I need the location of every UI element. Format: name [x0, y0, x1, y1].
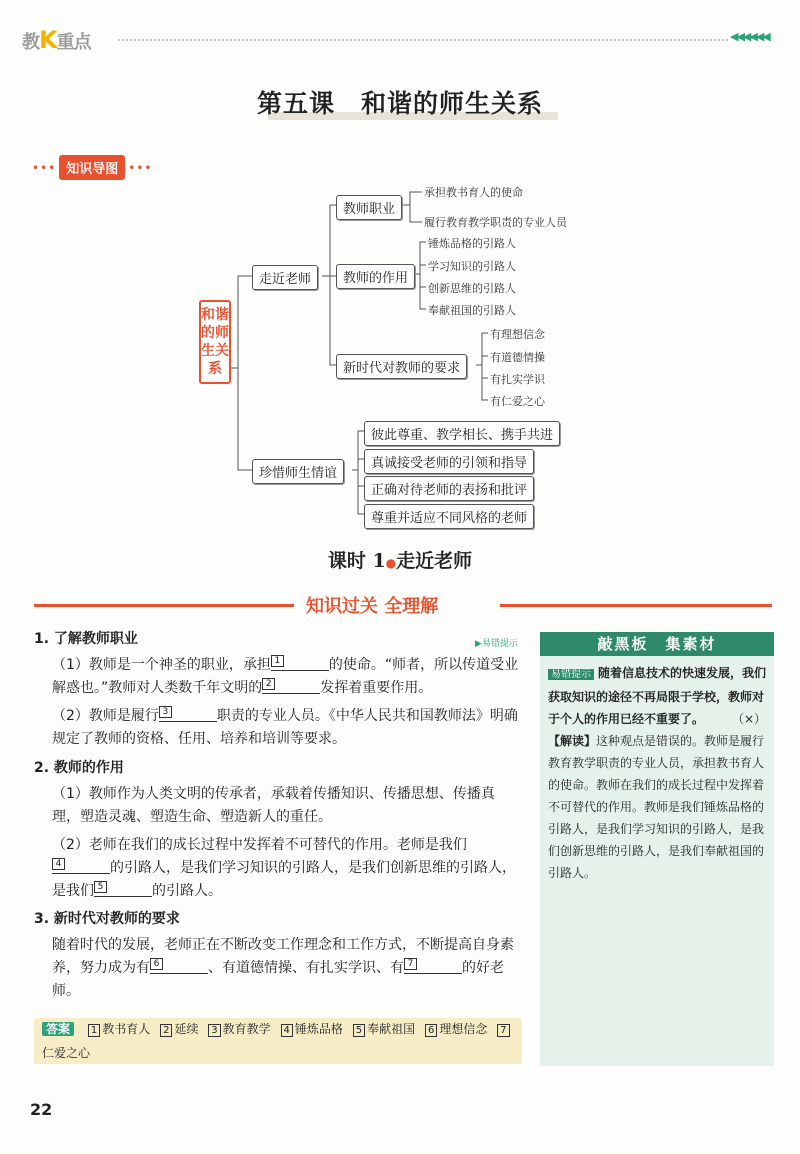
hint-link[interactable]: ▶易错提示	[475, 639, 518, 649]
blank-7[interactable]: 7	[404, 959, 462, 974]
mindmap-leaf: 有道德情操	[490, 351, 545, 364]
blank-4[interactable]: 4	[52, 859, 110, 874]
mindmap-node-teacher-role: 教师的作用	[336, 264, 415, 289]
banner-title: 知识过关 全理解	[300, 592, 444, 618]
section-2-para-2: （2）老师在我们的成长过程中发挥着不可替代的作用。老师是我们 4 的引路人，是我们学习知识的引路人，是我们创新思维的引路人，是我们 5 的引路人。	[52, 837, 516, 899]
page-title: 第五课 和谐的师生关系	[256, 89, 543, 118]
tip-mark: （×）	[731, 712, 766, 726]
mindmap-leaf: 有仁爱之心	[490, 395, 545, 408]
section-heading-2: 2. 教师的作用	[34, 760, 124, 776]
mindmap-branch-2: 珍惜师生情谊	[252, 459, 344, 484]
mindmap-node-friendship: 真诚接受老师的引领和指导	[364, 449, 534, 474]
blank-5[interactable]: 5	[94, 882, 152, 897]
tip-label: 易错提示	[548, 669, 594, 680]
blank-2[interactable]: 2	[262, 679, 320, 694]
mindmap-leaf: 有扎实学识	[490, 373, 545, 386]
page-number: 22	[30, 1100, 53, 1119]
mindmap-root: 和谐的师生关系	[199, 300, 231, 384]
header-arrows-icon: ◀◀◀◀◀◀	[730, 30, 769, 43]
mindmap-leaf: 有理想信念	[490, 328, 545, 341]
section-tag-label: 知识导图	[59, 155, 125, 180]
blank-3[interactable]: 3	[159, 707, 217, 722]
section-3-para-1: 随着时代的发展，老师正在不断改变工作理念和工作方式，不断提高自身素养，努力成为有 6 、有道德情操、有扎实学识、有 7 的好老师。	[52, 937, 514, 999]
explain-label: 【解读】	[548, 734, 597, 748]
blank-1[interactable]: 1	[271, 656, 329, 671]
mindmap-leaf: 创新思维的引路人	[428, 282, 516, 295]
section-heading-3: 3. 新时代对教师的要求	[34, 911, 180, 927]
lesson-title: 课时 1●走近老师	[327, 550, 473, 572]
explain-text: 这种观点是错误的。教师是履行教育教学职责的专业人员，承担教书育人的使命。教师在我们的成长过程中发挥着不可替代的作用。教师是我们锤炼品格的引路人，是我们学习知识的引路人，是我们创新思维的引路人，是我们奉献祖国的引路人。	[548, 734, 765, 880]
mindmap-leaf: 奉献祖国的引路人	[428, 304, 516, 317]
mindmap-node-new-era: 新时代对教师的要求	[336, 354, 467, 379]
answer-label: 答案	[42, 1022, 74, 1036]
tip-panel-title: 敲黑板 集素材	[540, 632, 774, 656]
blank-6[interactable]: 6	[150, 959, 208, 974]
section-1-para-1: （1）教师是一个神圣的职业，承担 1 的使命。“师者，所以传道受业解惑也。”教师对人类数千年文明的 2 发挥着重要作用。	[52, 656, 519, 696]
tip-statement: 随着信息技术的快速发展，我们获取知识的途径不再局限于学校，教师对于个人的作用已经不重要了。	[548, 666, 767, 726]
mindmap-leaf: 履行教育教学职责的专业人员	[424, 216, 567, 229]
section-2-para-1: （1）教师作为人类文明的传承者，承载着传播知识、传播思想、传播真理，塑造灵魂、塑造生命、塑造新人的重任。	[52, 786, 495, 825]
mindmap-node-friendship: 彼此尊重、教学相长、携手共进	[364, 421, 560, 446]
section-tag: ••• 知识导图 •••	[32, 155, 152, 180]
mindmap-leaf: 承担教书育人的使命	[424, 186, 523, 199]
banner-line-right	[500, 604, 772, 607]
tip-panel-body	[548, 662, 766, 884]
mindmap-node-friendship: 尊重并适应不同风格的老师	[364, 504, 534, 529]
mindmap-node-teacher-job: 教师职业	[336, 195, 402, 220]
mindmap-leaf: 锤炼品格的引路人	[428, 237, 516, 250]
banner-line-left	[34, 604, 294, 607]
answer-box: 答案 1 教书育人 2 延续 3 教育教学 4 锤炼品格 5 奉献祖国 6 理想信念 7仁爱之心	[34, 1018, 522, 1064]
mindmap-leaf: 学习知识的引路人	[428, 260, 516, 273]
mindmap-branch-1: 走近老师	[252, 265, 318, 290]
mindmap-node-friendship: 正确对待老师的表扬和批评	[364, 476, 534, 501]
section-heading-1: 1. 了解教师职业	[34, 631, 138, 647]
section-1-para-2: （2）教师是履行 3 职责的专业人员。《中华人民共和国教师法》明确规定了教师的资格、任用、培养和培训等要求。	[52, 707, 518, 747]
series-logo: 教K重点	[22, 26, 91, 54]
